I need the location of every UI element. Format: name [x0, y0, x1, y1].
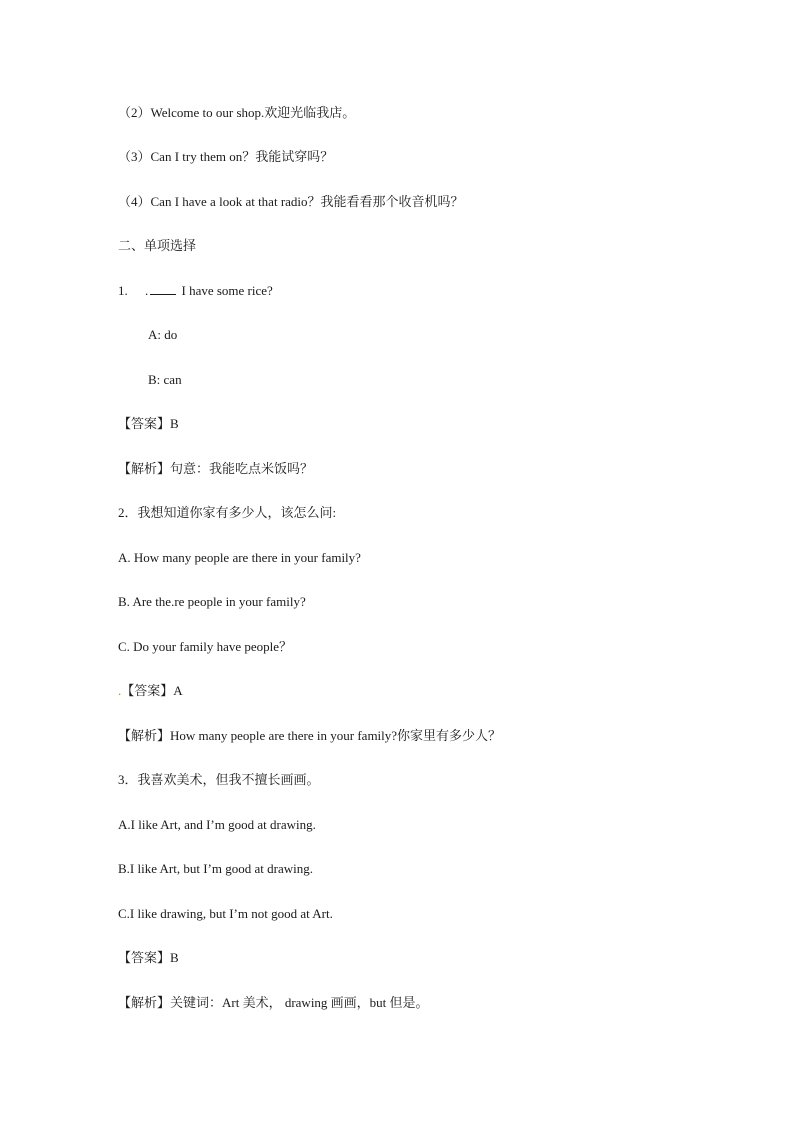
option-a: A: do — [148, 327, 178, 342]
question-3-option-b: B.I like Art, but I’m good at drawing. — [118, 861, 313, 876]
answer-2-text: 【答案】A — [121, 683, 183, 698]
question-2-option-b: B. Are the.re people in your family? — [118, 594, 306, 609]
explanation-2: 【解析】How many people are there in your family?你家里有多少人？ — [118, 728, 502, 743]
phrase-4: （4）Can I have a look at that radio？我能看看那个收音机吗？ — [118, 194, 464, 209]
explanation-3: 【解析】关键词：Art 美术， drawing 画画，but 但是。 — [118, 995, 429, 1010]
question-1-number: 1. — [118, 283, 128, 298]
section-heading: 二、单项选择 — [118, 238, 197, 253]
question-3: 3．我喜欢美术，但我不擅长画画。 — [118, 772, 320, 787]
explanation-1: 【解析】句意：我能吃点米饭吗？ — [118, 461, 314, 476]
phrase-2: （2）Welcome to our shop.欢迎光临我店。 — [118, 105, 356, 120]
answer-3: 【答案】B — [118, 950, 179, 965]
question-3-option-a: A.I like Art, and I’m good at drawing. — [118, 817, 316, 832]
question-1 — [118, 282, 273, 300]
answer-2-dot: . — [118, 683, 122, 698]
answer-2 — [118, 682, 183, 700]
answer-blank — [150, 282, 176, 295]
question-1-text: I have some rice? — [181, 283, 273, 298]
option-b: B: can — [148, 372, 182, 387]
question-1-dot: . — [145, 283, 149, 298]
question-2-option-a: A. How many people are there in your family? — [118, 550, 361, 565]
phrase-3: （3）Can I try them on？我能试穿吗？ — [118, 149, 334, 164]
question-2-option-c: C. Do your family have people？ — [118, 639, 293, 654]
question-2: 2．我想知道你家有多少人，该怎么问: — [118, 505, 337, 520]
question-3-option-c: C.I like drawing, but I’m not good at Art. — [118, 906, 333, 921]
answer-1: 【答案】B — [118, 416, 179, 431]
